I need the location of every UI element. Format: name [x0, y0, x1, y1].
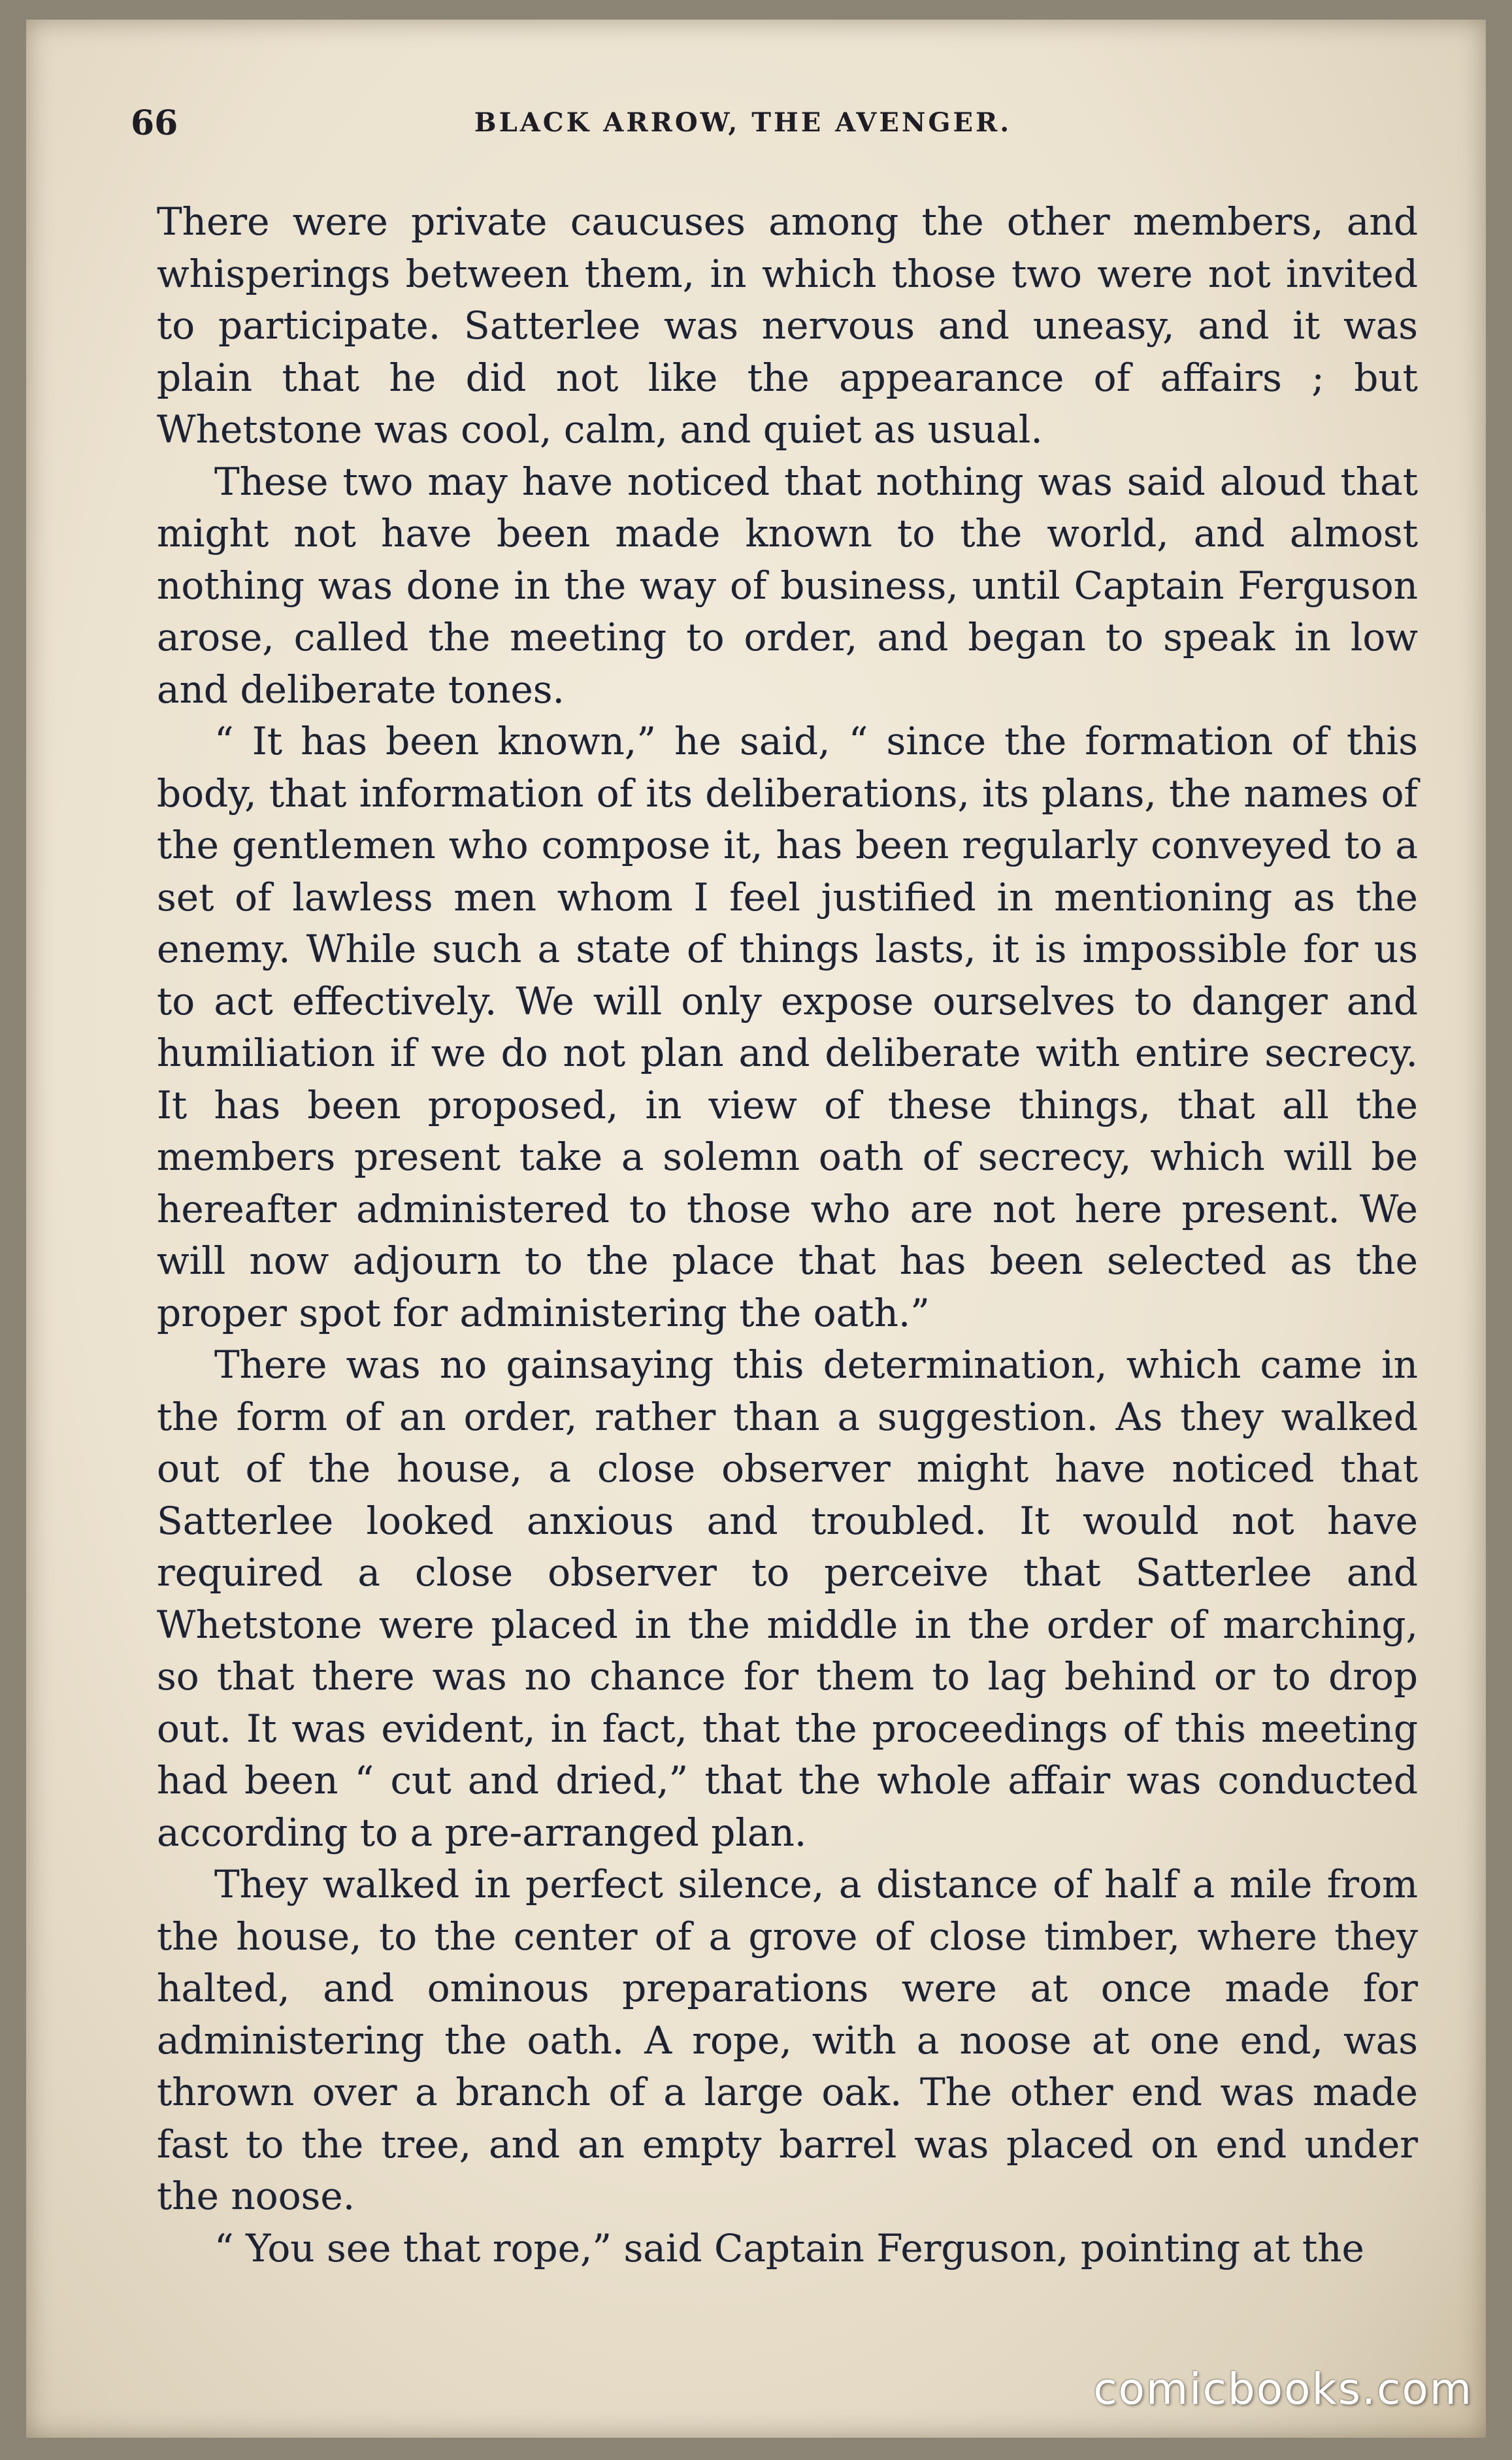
paragraph-2: These two may have noticed that nothing was said aloud that might not have been made known to the world, and almost nothing was done in the way of business, until Captain Ferguson arose, called the meeting to order, and began to speak in low and deliberate tones. — [157, 459, 1418, 712]
paragraph-3: “ It has been known,” he said, “ since the formation of this body, that information of its deliberations, its plans, the names of the gentlemen who compose it, has been regularly conveyed to a set of lawless men whom I feel justified in mentioning as the enemy. While such a state of things lasts, it is impossible for us to act effectively. We will only expose ourselves to danger and humiliation if we do not plan and deliberate with entire secrecy. It has been proposed, in view of these things, that all the members present take a solemn oath of secrecy, which will be hereafter administered to those who are not here present. We will now adjourn to the place that has been selected as the proper spot for administering the oath.” — [157, 719, 1418, 1335]
watermark: comicbooks.com — [1093, 2364, 1473, 2414]
body-text — [157, 196, 1418, 2274]
running-head — [131, 103, 1355, 142]
page-number: 66 — [131, 103, 178, 143]
paragraph-1: There were private caucuses among the other members, and whisperings between them, in which those two were not invited to participate. Satterlee was nervous and uneasy, and it was plain that he did not like the appearance of affairs ; but Whetstone was cool, calm, and quiet as usual. — [157, 199, 1418, 452]
running-title: BLACK ARROW, THE AVENGER. — [474, 107, 1012, 138]
paragraph-5: They walked in perfect silence, a distance of half a mile from the house, to the center of a grove of close timber, where they halted, and ominous preparations were at once made for administering the oath. A rope, with a noose at one end, was thrown over a branch of a large oak. The other end was made fast to the tree, and an empty barrel was placed on end under the noose. — [157, 1862, 1418, 2218]
paragraph-6: “ You see that rope,” said Captain Ferguson, pointing at the — [214, 2225, 1364, 2270]
paragraph-4: There was no gainsaying this determination, which came in the form of an order, rather than a suggestion. As they walked out of the house, a close observer might have noticed that Satterlee looked anxious and troubled. It would not have required a close observer to perceive that Satterlee and Whetstone were placed in the middle in the order of marching, so that there was no chance for them to lag behind or to drop out. It was evident, in fact, that the proceedings of this meeting had been “ cut and dried,” that the whole affair was conducted according to a pre-arranged plan. — [157, 1342, 1418, 1855]
book-page — [26, 20, 1486, 2438]
